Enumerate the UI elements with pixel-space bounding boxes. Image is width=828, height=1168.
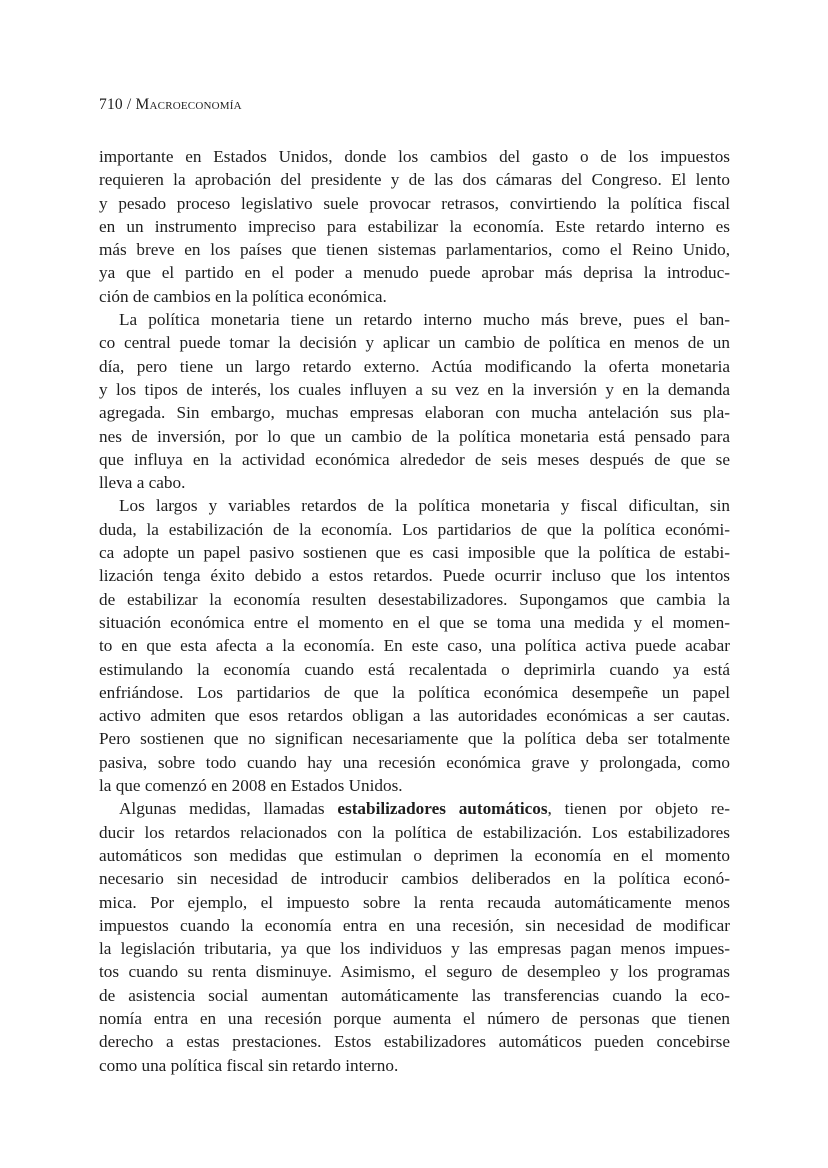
text-line: y los tipos de interés, los cuales influyen a su vez en la inversión y en la demanda (99, 379, 730, 399)
paragraph (99, 145, 730, 308)
text-line: tos cuando su renta disminuye. Asimismo, el seguro de desempleo y los programas (99, 962, 730, 982)
text-line: lleva a cabo. (99, 473, 186, 493)
text-line: nomía entra en una recesión porque aumenta el número de personas que tienen (99, 1008, 730, 1028)
text-line: duda, la estabilización de la economía. Los partidarios de que la política económi- (99, 519, 730, 539)
page-number: 710 (99, 96, 123, 113)
text-line: de estabilizar la economía resulten desestabilizadores. Supongamos que cambia la (99, 589, 730, 609)
body-text (99, 145, 730, 1077)
text-line: nes de inversión, por lo que un cambio de la política monetaria está pensado para (99, 426, 730, 446)
text-line: y pesado proceso legislativo suele provocar retrasos, convirtiendo la política fiscal (99, 193, 730, 213)
paragraph (99, 308, 730, 494)
text-line: mica. Por ejemplo, el impuesto sobre la renta recauda automáticamente menos (99, 892, 730, 912)
text-line: to en que esta afecta a la economía. En este caso, una política activa puede acabar (99, 636, 730, 656)
text-line: activo admiten que esos retardos obligan a las autoridades económicas a ser cautas. (99, 706, 730, 726)
text-line: Los largos y variables retardos de la política monetaria y fiscal dificultan, sin (119, 496, 730, 516)
text-line: en un instrumento impreciso para estabilizar la economía. Este retardo interno es (99, 216, 730, 236)
text-line: ca adopte un papel pasivo sostienen que es casi imposible que la política de estabi- (99, 543, 730, 563)
text-line: lización tenga éxito debido a estos retardos. Puede ocurrir incluso que los intentos (99, 566, 730, 586)
text-line: agregada. Sin embargo, muchas empresas elaboran con mucha antelación sus pla- (99, 403, 730, 423)
text-line: estimulando la economía cuando está recalentada o deprimirla cuando ya está (99, 659, 730, 679)
text-line: día, pero tiene un largo retardo externo. Actúa modificando la oferta monetaria (99, 356, 730, 376)
header-separator: / (122, 96, 136, 113)
text-line: la que comenzó en 2008 en Estados Unidos. (99, 776, 403, 796)
text-line: ción de cambios en la política económica. (99, 286, 387, 306)
text-line: de asistencia social aumentan automáticamente las transferencias cuando la eco- (99, 985, 730, 1005)
text-line: más breve en los países que tienen sistemas parlamentarios, como el Reino Unido, (99, 240, 730, 260)
text-line: co central puede tomar la decisión y aplicar un cambio de política en menos de un (99, 333, 730, 353)
text-line: impuestos cuando la economía entra en una recesión, sin necesidad de modificar (99, 915, 730, 935)
text-line: derecho a estas prestaciones. Estos estabilizadores automáticos pueden concebirse (99, 1032, 730, 1052)
text-span: , tienen por objeto re- (547, 799, 730, 819)
text-line: importante en Estados Unidos, donde los cambios del gasto o de los impuestos (99, 147, 730, 166)
text-line: ya que el partido en el poder a menudo puede aprobar más deprisa la introduc- (99, 263, 730, 283)
text-line: enfriándose. Los partidarios de que la política económica desempeñe un papel (99, 682, 730, 702)
text-line: automáticos son medidas que estimulan o deprimen la economía en el momento (99, 845, 730, 865)
paragraph (99, 797, 730, 1077)
text-span: Algunas medidas, llamadas (119, 799, 338, 819)
text-line (99, 797, 730, 820)
text-line: necesario sin necesidad de introducir cambios deliberados en la política econó- (99, 869, 730, 889)
text-line: requieren la aprobación del presidente y de las dos cámaras del Congreso. El lento (99, 170, 730, 190)
text-line: Pero sostienen que no significan necesariamente que la política deba ser totalmente (99, 729, 730, 749)
text-line: situación económica entre el momento en el que se toma una medida y el momen- (99, 612, 730, 632)
text-line: ducir los retardos relacionados con la política de estabilización. Los estabilizadores (99, 822, 730, 842)
running-header (99, 96, 242, 114)
text-line: la legislación tributaria, ya que los individuos y las empresas pagan menos impues- (99, 939, 730, 959)
text-line: como una política fiscal sin retardo interno. (99, 1055, 399, 1075)
paragraph (99, 494, 730, 797)
running-title: Macroeconomía (135, 96, 242, 113)
text-line: que influya en la actividad económica alrededor de seis meses después de que se (99, 449, 730, 469)
text-line: La política monetaria tiene un retardo interno mucho más breve, pues el ban- (119, 310, 730, 330)
text-line: pasiva, sobre todo cuando hay una recesión económica grave y prolongada, como (99, 752, 730, 772)
bold-term: estabilizadores automáticos (337, 799, 548, 819)
